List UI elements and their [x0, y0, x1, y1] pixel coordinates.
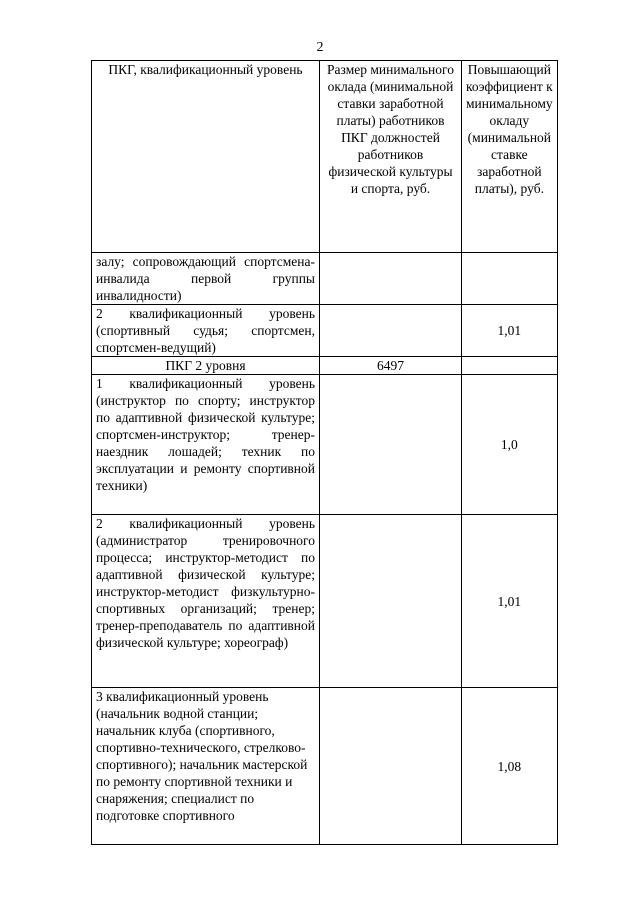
table-row	[92, 688, 558, 845]
table-row	[92, 375, 558, 515]
coefficient-cell: 1,01	[462, 515, 558, 688]
group-cell: ПКГ 2 уровня	[92, 357, 320, 375]
level-cell: 2 квалификационный уровень (спортивный судья; спортсмен, спортсмен-ведущий)	[92, 305, 320, 357]
coefficient-cell: 1,0	[462, 375, 558, 515]
table-header-row	[92, 61, 558, 253]
page-number: 2	[316, 40, 324, 55]
coefficient-cell: 1,08	[462, 688, 558, 845]
coefficient-cell	[462, 357, 558, 375]
salary-cell	[320, 375, 462, 515]
header-pkg-level: ПКГ, квалификационный уровень	[92, 61, 320, 253]
coefficient-cell: 1,01	[462, 305, 558, 357]
salary-cell	[320, 305, 462, 357]
salary-cell: 6497	[320, 357, 462, 375]
level-cell: 3 квалификационный уровень (начальник водной станции; начальник клуба (спортивного, спортивно-технического, стрелково-спортивного); начальник мастерской по ремонту спортивной техники и снаряжения; специалист по подготовке спортивного	[92, 688, 320, 845]
salary-cell	[320, 253, 462, 305]
table-row	[92, 357, 558, 375]
salary-cell	[320, 688, 462, 845]
header-min-salary: Размер минимального оклада (минимальной ставки заработной платы) работников ПКГ должностей работников физической культуры и спорта, руб.	[320, 61, 462, 253]
level-cell: залу; сопровождающий спортсмена-инвалида первой группы инвалидности)	[92, 253, 320, 305]
table-row	[92, 253, 558, 305]
level-cell: 1 квалификационный уровень (инструктор по спорту; инструктор по адаптивной физической культуре; спортсмен-инструктор; тренер-наездник лошадей; техник по эксплуатации и ремонту спортивной техники)	[92, 375, 320, 515]
table-row	[92, 305, 558, 357]
coefficient-cell	[462, 253, 558, 305]
table-row	[92, 515, 558, 688]
level-cell: 2 квалификационный уровень (администратор тренировочного процесса; инструктор-методист по адаптивной физической культуре; инструктор-методист физкультурно-спортивных организаций; тренер; тренер-преподаватель по адаптивной физической культуре; хореограф)	[92, 515, 320, 688]
salary-cell	[320, 515, 462, 688]
header-coefficient: Повышающий коэффициент к минимальному окладу (минимальной ставке заработной платы), руб.	[462, 61, 558, 253]
salary-table	[91, 60, 558, 845]
